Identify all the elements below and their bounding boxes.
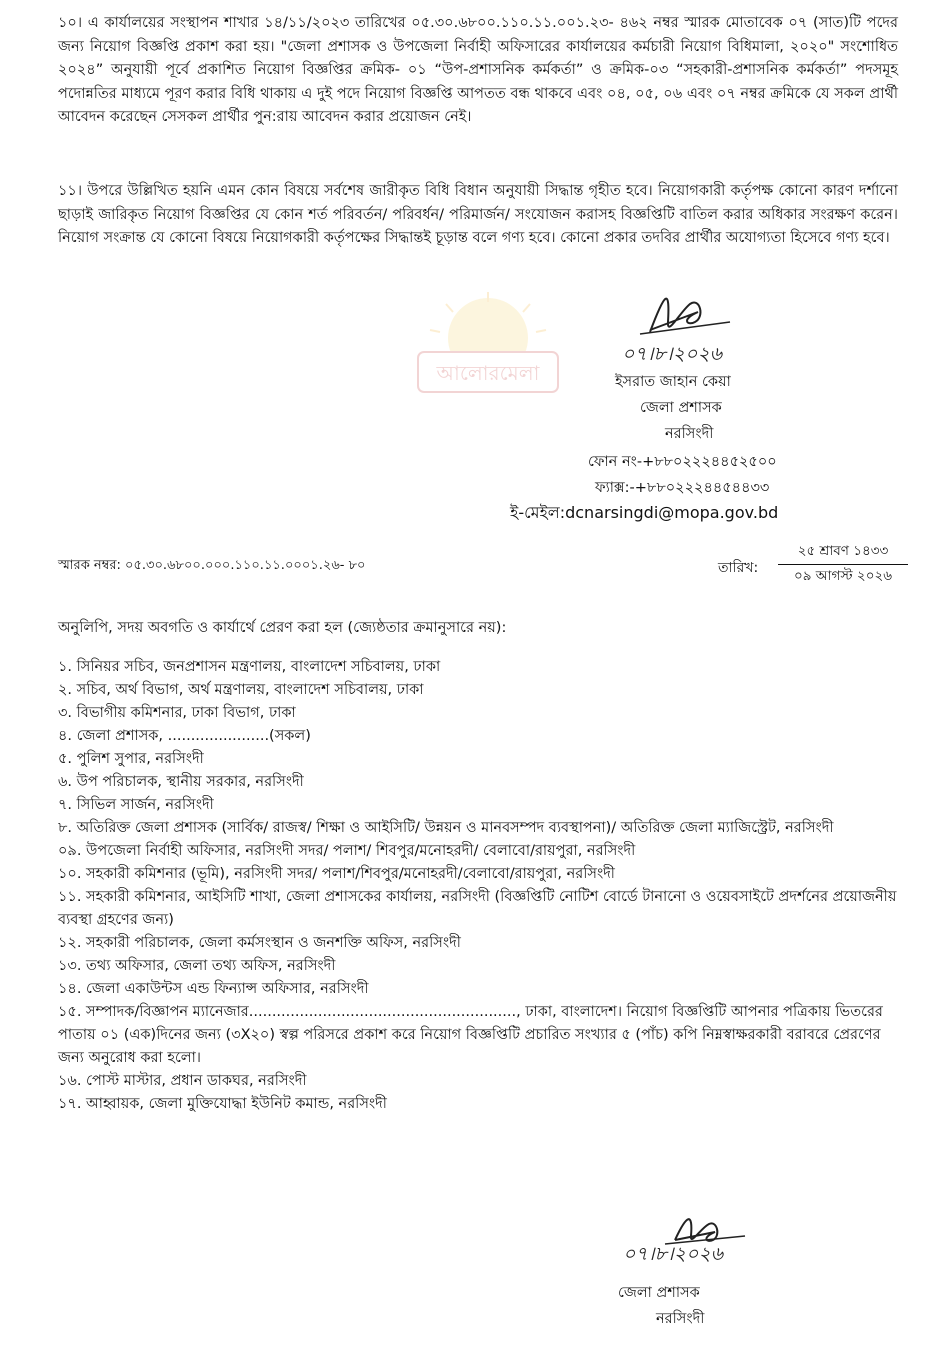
list-item: ১২. সহকারী পরিচালক, জেলা কর্মসংস্থান ও জনশক্তি অফিস, নরসিংদী xyxy=(58,935,461,951)
signature-2-date: ০৭।৮।২০২৬ xyxy=(623,1243,724,1265)
list-item: ১. সিনিয়র সচিব, জনপ্রশাসন মন্ত্রণালয়, বাংলাদেশ সচিবালয়, ঢাকা xyxy=(58,659,441,675)
list-item: ১৬. পোস্ট মাস্টার, প্রধান ডাকঘর, নরসিংদী xyxy=(58,1073,307,1089)
list-item: ৭. সিভিল সার্জন, নরসিংদী xyxy=(58,797,214,813)
list-item: ১৭. আহ্বায়ক, জেলা মুক্তিযোদ্ধা ইউনিট কমান্ড, নরসিংদী xyxy=(58,1096,387,1112)
list-item: ২. সচিব, অর্থ বিভাগ, অর্থ মন্ত্রণালয়, বাংলাদেশ সচিবালয়, ঢাকা xyxy=(58,682,424,698)
signature-2-lines xyxy=(618,1280,704,1332)
list-item: ৩. বিভাগীয় কমিশনার, ঢাকা বিভাগ, ঢাকা xyxy=(58,705,296,721)
list-item: ১০. সহকারী কমিশনার (ভূমি), নরসিংদী সদর/ পলাশ/শিবপুর/মনোহরদী/বেলাবো/রায়পুরা, নরসিংদী xyxy=(58,866,615,882)
watermark-text: আলোরমেলা xyxy=(436,361,540,385)
date-bangla: ২৫ শ্রাবণ ১৪৩৩ xyxy=(778,540,908,565)
list-item: ১১. সহকারী কমিশনার, আইসিটি শাখা, জেলা প্রশাসকের কার্যালয়, নরসিংদী (বিজ্ঞপ্তিটি নোটিশ বোর্ডে টানানো ও ওয়েবসাইটে প্রদর্শনের প্রয়োজনীয় ব্যবস্থা গ্রহণের জন্য) xyxy=(58,889,897,928)
signatory-district: নরসিংদী xyxy=(656,1311,705,1327)
date-english: ০৯ আগস্ট ২০২৬ xyxy=(793,568,893,584)
list-item: ৬. উপ পরিচালক, স্থানীয় সরকার, নরসিংদী xyxy=(58,774,304,790)
date-label: তারিখ: xyxy=(718,560,759,576)
signatory-title: জেলা প্রশাসক xyxy=(618,1285,700,1301)
paragraph-11: ১১। উপরে উল্লিখিত হয়নি এমন কোন বিষয়ে সর্বশেষ জারীকৃত বিধি বিধান অনুযায়ী সিদ্ধান্ত গৃহীত হবে। নিয়োগকারী কর্তৃপক্ষ কোনো কারণ দর্শানো ছাড়াই জারিকৃত নিয়োগ বিজ্ঞপ্তির যে কোন শর্ত পরিবর্তন/ পরিবর্ধন/ পরিমার্জন/ সংযোজন করাসহ বিজ্ঞপ্তিটি বাতিল করার অধিকার সংরক্ষণ করেন। নিয়োগ সংক্রান্ত যে কোনো বিষয়ে নিয়োগকারী কর্তৃপক্ষের সিদ্ধান্তই চূড়ান্ত বলে গণ্য হবে। কোনো প্রকার তদবির প্রার্থীর অযোগ্যতা হিসেবে গণ্য হবে। xyxy=(58,183,898,246)
watermark-logo xyxy=(398,290,578,410)
signature-1-date: ০৭।৮।২০২৬ xyxy=(622,343,723,365)
memo-date xyxy=(778,540,908,587)
copy-intro: অনুলিপি, সদয় অবগতি ও কার্যার্থে প্রেরণ করা হল (জ্যেষ্ঠতার ক্রমানুসারে নয়): xyxy=(58,620,507,636)
memo-number: স্মারক নম্বর: ০৫.৩০.৬৮০০.০০০.১১০.১১.০০০১.২৬- ৮০ xyxy=(58,558,366,573)
list-item: ০৯. উপজেলা নির্বাহী অফিসার, নরসিংদী সদর/ পলাশ/ শিবপুর/মনোহরদী/ বেলাবো/রায়পুরা, নরসিংদী xyxy=(58,843,636,859)
signatory-name: ইসরাত জাহান কেয়া xyxy=(615,374,731,390)
signature-2 xyxy=(615,1210,845,1280)
list-item: ৪. জেলা প্রশাসক, ......................(সকল) xyxy=(58,728,311,744)
list-item: ১৪. জেলা একাউন্টস এন্ড ফিন্যান্স অফিসার, নরসিংদী xyxy=(58,981,369,997)
list-item: ৫. পুলিশ সুপার, নরসিংদী xyxy=(58,751,204,767)
signature-1 xyxy=(610,282,870,372)
signatory-fax: ফ্যাক্স:-+৮৮০২২২৪৪৫৪৪৩৩ xyxy=(595,480,770,496)
copy-list xyxy=(58,656,898,1116)
list-item: ১৫. সম্পাদক/বিজ্ঞাপন ম্যানেজার.........................................................., ঢাকা, বাংলাদেশ। নিয়োগ বিজ্ঞপ্তিটি আপনার পত্রিকায় ভিতরের পাতায় ০১ (এক)দিনের জন্য (৩X২০) স্বল্প পরিসরে প্রকাশ করে নিয়োগ বিজ্ঞপ্তিটি প্রচারিত সংখ্যার ৫ (পাঁচ) কপি নিম্নস্বাক্ষরকারী বরাবরে প্রেরণের জন্য অনুরোধ করা হলো। xyxy=(58,1004,883,1066)
signatory-phone: ফোন নং-+৮৮০২২২৪৪৫২৫০০ xyxy=(588,454,777,470)
list-item: ৮. অতিরিক্ত জেলা প্রশাসক (সার্বিক/ রাজস্ব/ শিক্ষা ও আইসিটি/ উন্নয়ন ও মানবসম্পদ ব্যবস্থাপনা)/ অতিরিক্ত জেলা ম্যাজিস্ট্রেট, নরসিংদী xyxy=(58,820,834,836)
signatory-title: জেলা প্রশাসক xyxy=(640,400,722,416)
signatory-email: ই-মেইল:dcnarsingdi@mopa.gov.bd xyxy=(510,503,779,522)
paragraph-10: ১০। এ কার্যালয়ের সংস্থাপন শাখার ১৪/১১/২০২৩ তারিখের ০৫.৩০.৬৮০০.১১০.১১.০০১.২৩- ৪৬২ নম্বর স্মারক মোতাবেক ০৭ (সাত)টি পদের জন্য নিয়োগ বিজ্ঞপ্তি প্রকাশ করা হয়। "জেলা প্রশাসক ও উপজেলা নির্বাহী অফিসারের কার্যালয়ের কর্মচারী নিয়োগ বিধিমালা, ২০২০" সংশোধিত ২০২৪” অনুযায়ী পূর্বে প্রকাশিত নিয়োগ বিজ্ঞপ্তির ক্রমিক- ০১ “উপ-প্রশাসনিক কর্মকর্তা” ও ক্রমিক-০৩ “সহকারী-প্রশাসনিক কর্মকর্তা” পদসমূহ পদোন্নতির মাধ্যমে পূরণ করার বিধি থাকায় এ দুই পদে নিয়োগ বিজ্ঞপ্তি আপতত বন্ধ থাকবে এবং ০৪, ০৫, ০৬ এবং ০৭ নম্বর ক্রমিকে যে সকল প্রার্থী আবেদন করেছেন সেসকল প্রার্থীর পুন:রায় আবেদন করার প্রয়োজন নেই। xyxy=(58,15,898,125)
list-item: ১৩. তথ্য অফিসার, জেলা তথ্য অফিস, নরসিংদী xyxy=(58,958,336,974)
signatory-district: নরসিংদী xyxy=(665,426,714,442)
